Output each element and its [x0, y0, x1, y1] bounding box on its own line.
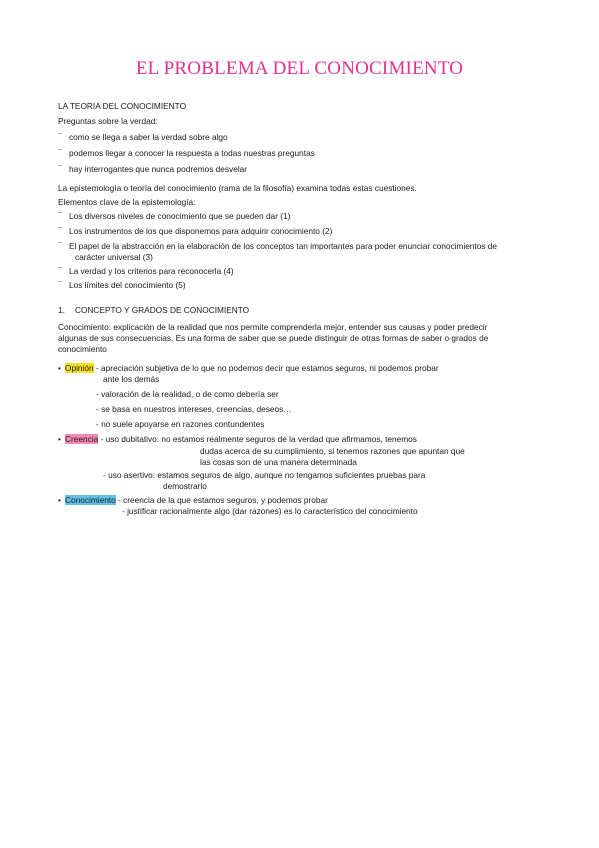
creencia-term: Creencia	[65, 434, 99, 444]
opinion-description: - se basa en nuestros intereses, creencias, deseos…	[96, 404, 292, 414]
creencia-item	[65, 434, 417, 445]
list-item: La verdad y los criterios para reconocerla (4)	[69, 266, 234, 276]
list-item: Los límites del conocimiento (5)	[69, 280, 186, 290]
list-item: Los diversos niveles de conocimiento que se pueden dar (1)	[69, 211, 291, 221]
definition-line: algunas de sus consecuencias. Es una forma de saber que se puede distinguir de otras formas de saber o grados de	[58, 333, 489, 343]
section-heading: CONCEPTO Y GRADOS DE CONOCIMIENTO	[75, 305, 250, 315]
definition-line: conocimiento	[58, 344, 107, 354]
conocimiento-description: - creencia de la que estamos seguros, y podemos probar	[115, 495, 328, 505]
list-item-continuation: carácter universal (3)	[75, 252, 153, 262]
list-item: hay interrogantes que nunca podremos desvelar	[69, 164, 248, 174]
definition-line: Conocimiento: explicación de la realidad que nos permite comprenderla mejor, entender sus causas y poder predecir	[58, 322, 488, 332]
bullet-marker: •	[58, 495, 61, 505]
dash-marker: ⁻	[58, 264, 63, 274]
dash-marker: ⁻	[58, 209, 63, 219]
list-item: como se llega a saber la verdad sobre algo	[69, 132, 228, 142]
creencia-description: - uso asertivo: estamos seguros de algo, aunque no tengamos suficientes pruebas para	[103, 470, 426, 480]
creencia-description: demostrarlo	[163, 481, 207, 491]
section-heading: LA TEORIA DEL CONOCIMIENTO	[58, 101, 187, 111]
creencia-description: - uso dubitativo: no estamos realmente seguros de la verdad que afirmamos, tenemos	[98, 434, 417, 444]
dash-marker: ⁻	[58, 239, 63, 249]
conocimiento-term: Conocimiento	[65, 495, 116, 505]
paragraph: La epistemología o teoría del conocimiento (rama de la filosofía) examina todas estas cuestiones.	[58, 183, 417, 193]
questions-label: Preguntas sobre la verdad:	[58, 116, 158, 126]
creencia-description: dudas acerca de su cumplimiento, si tenemos razones que apuntan que	[200, 446, 465, 456]
dash-marker: ⁻	[58, 224, 63, 234]
bullet-marker: •	[58, 363, 61, 373]
opinion-term: Opinión	[65, 363, 94, 373]
dash-marker: ⁻	[58, 130, 63, 140]
list-item: Los instrumentos de los que disponemos para adquirir conocimiento (2)	[69, 226, 333, 236]
elements-label: Elementos clave de la epistemología:	[58, 197, 196, 207]
conocimiento-description: - justificar racionalmente algo (dar razones) es lo característico del conocimiento	[122, 506, 418, 516]
list-item: podemos llegar a conocer la respuesta a todas nuestras preguntas	[69, 148, 315, 158]
dash-marker: ⁻	[58, 278, 63, 288]
dash-marker: ⁻	[58, 146, 63, 156]
opinion-description: - apreciación subjetiva de lo que no podemos decir que estamos seguros, ni podemos probar	[93, 363, 439, 373]
conocimiento-item	[65, 495, 328, 506]
opinion-description: ante los demás	[103, 374, 160, 384]
opinion-description: - no suele apoyarse en razones contundentes	[96, 419, 265, 429]
opinion-item	[65, 363, 439, 374]
creencia-description: las cosas son de una manera determinada	[200, 457, 357, 467]
opinion-description: - valoración de la realidad, o de como debería ser	[96, 389, 279, 399]
bullet-marker: •	[58, 434, 61, 444]
section-number: 1.	[58, 305, 65, 315]
list-item: El papel de la abstracción en la elaboración de los conceptos tan importantes para poder enunciar conocimientos de	[69, 241, 498, 251]
page-title: EL PROBLEMA DEL CONOCIMIENTO	[135, 58, 464, 79]
dash-marker: ⁻	[58, 162, 63, 172]
